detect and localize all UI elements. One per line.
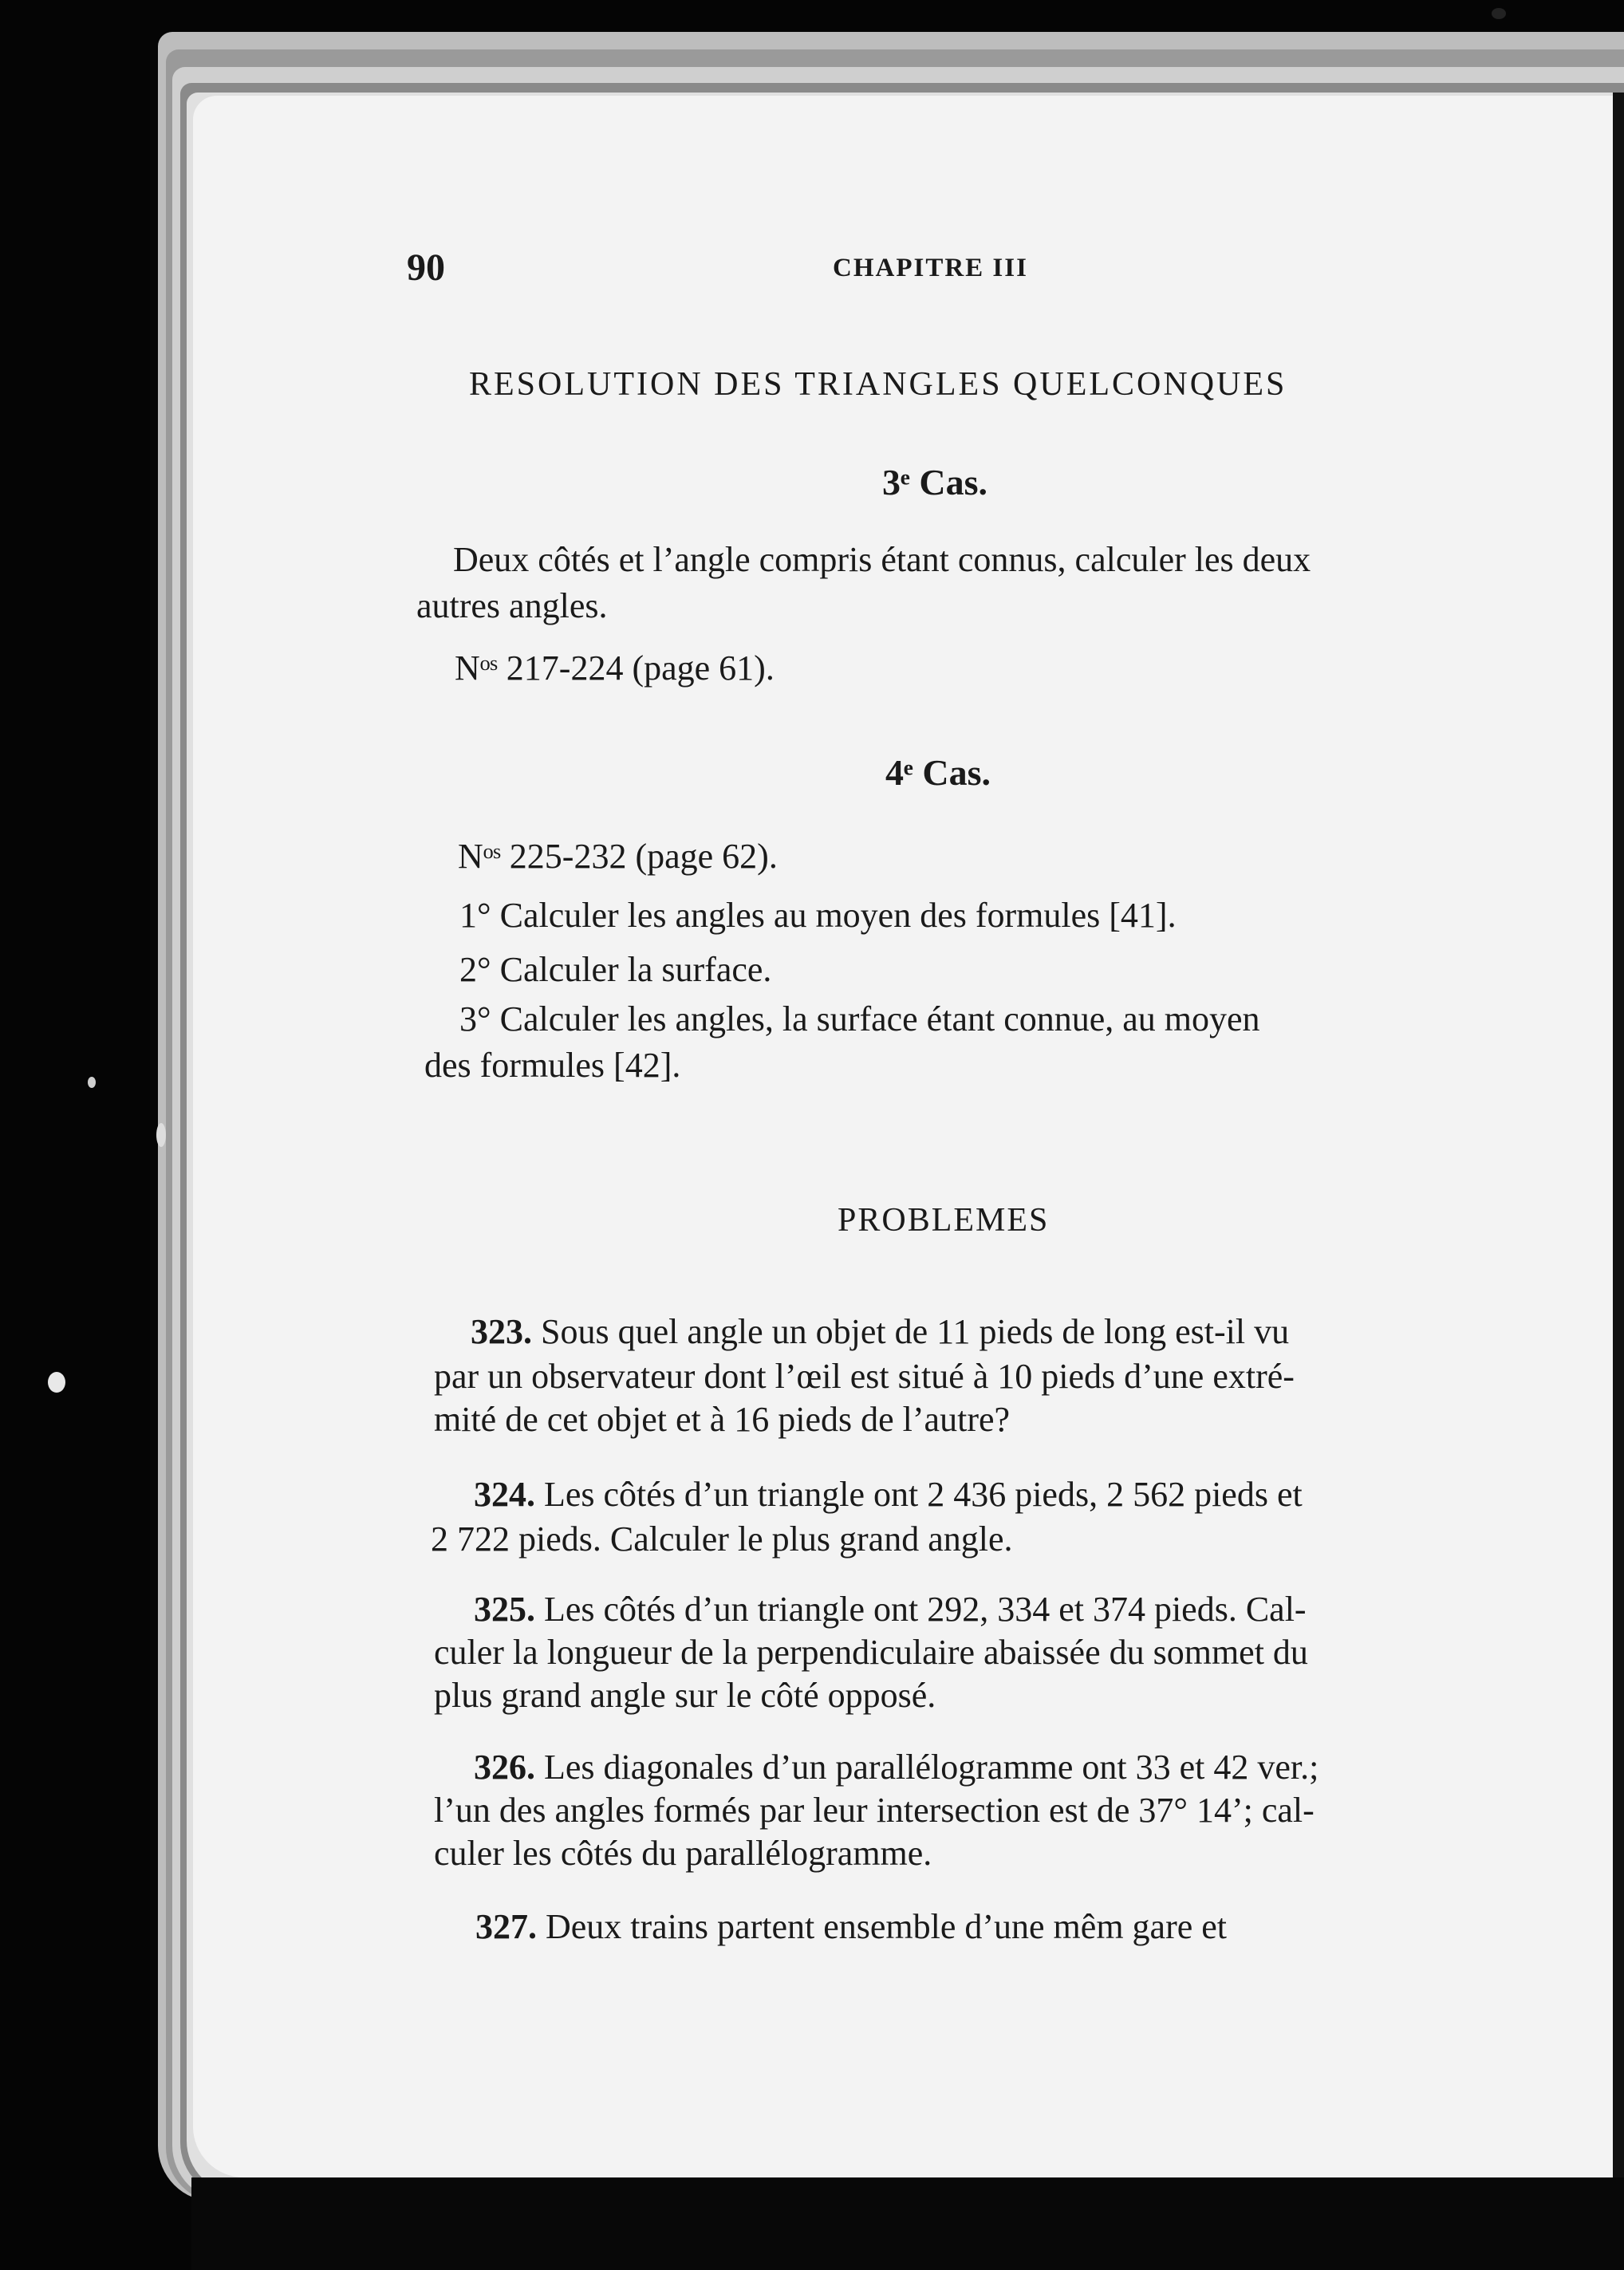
page-right-shadow (1613, 93, 1624, 2182)
problem-line: culer la longueur de la perpendiculaire abaissée du sommet du (434, 1633, 1308, 1672)
dust-speck (1492, 8, 1506, 19)
step-line: 1° Calculer les angles au moyen des formules [41]. (459, 896, 1177, 935)
problem-line (475, 1905, 1227, 1949)
reference-line: Nᵒˢ 225-232 (page 62). (458, 837, 778, 876)
dust-speck (48, 1372, 65, 1393)
page-number: 90 (407, 246, 445, 289)
problem-line (471, 1310, 1289, 1354)
problem-number: 324. (474, 1475, 535, 1514)
problem-text: Sous quel angle un objet de 11 pieds de long est-il vu (541, 1312, 1290, 1351)
running-head: CHAPITRE III (833, 254, 1028, 282)
problem-number: 327. (475, 1907, 537, 1946)
problem-text: Les côtés d’un triangle ont 292, 334 et 374 pieds. Cal- (544, 1590, 1307, 1629)
step-line: des formules [42]. (424, 1046, 681, 1085)
problem-line (474, 1587, 1307, 1632)
problem-number: 323. (471, 1312, 532, 1351)
problem-text: Les côtés d’un triangle ont 2 436 pieds, 2 562 pieds et (544, 1475, 1303, 1514)
problems-heading: PROBLEMES (838, 1202, 1050, 1239)
dust-speck (88, 1077, 96, 1088)
case-heading: 3ᵉ Cas. (882, 462, 988, 502)
problem-text: Deux trains partent ensemble d’une mêm gare et (546, 1907, 1228, 1946)
problem-number: 326. (474, 1748, 535, 1787)
problem-line: mité de cet objet et à 16 pieds de l’autre? (434, 1400, 1011, 1439)
problem-line: plus grand angle sur le côté opposé. (434, 1676, 936, 1715)
paragraph-line: Deux côtés et l’angle compris étant connus, calculer les deux (453, 540, 1311, 579)
problem-line: culer les côtés du parallélogramme. (434, 1834, 932, 1873)
problem-line: 2 722 pieds. Calculer le plus grand angle. (431, 1519, 1013, 1559)
problem-text: Les diagonales d’un parallélogramme ont 33 et 42 ver.; (544, 1748, 1319, 1787)
problem-line (474, 1745, 1319, 1790)
step-line: 3° Calculer les angles, la surface étant connue, au moyen (459, 999, 1260, 1038)
page-bottom-shadow (191, 2177, 1624, 2270)
reference-line: Nᵒˢ 217-224 (page 61). (455, 648, 775, 688)
problem-line: l’un des angles formés par leur intersection est de 37° 14’; cal- (434, 1791, 1315, 1830)
dust-speck (156, 1123, 166, 1147)
section-title: RESOLUTION DES TRIANGLES QUELCONQUES (469, 366, 1287, 403)
paragraph-line: autres angles. (416, 586, 608, 625)
problem-line (474, 1472, 1303, 1517)
problem-number: 325. (474, 1590, 535, 1629)
case-heading: 4ᵉ Cas. (885, 752, 991, 793)
problem-line: par un observateur dont l’œil est situé à 10 pieds d’une extré- (434, 1357, 1295, 1396)
step-line: 2° Calculer la surface. (459, 950, 772, 989)
